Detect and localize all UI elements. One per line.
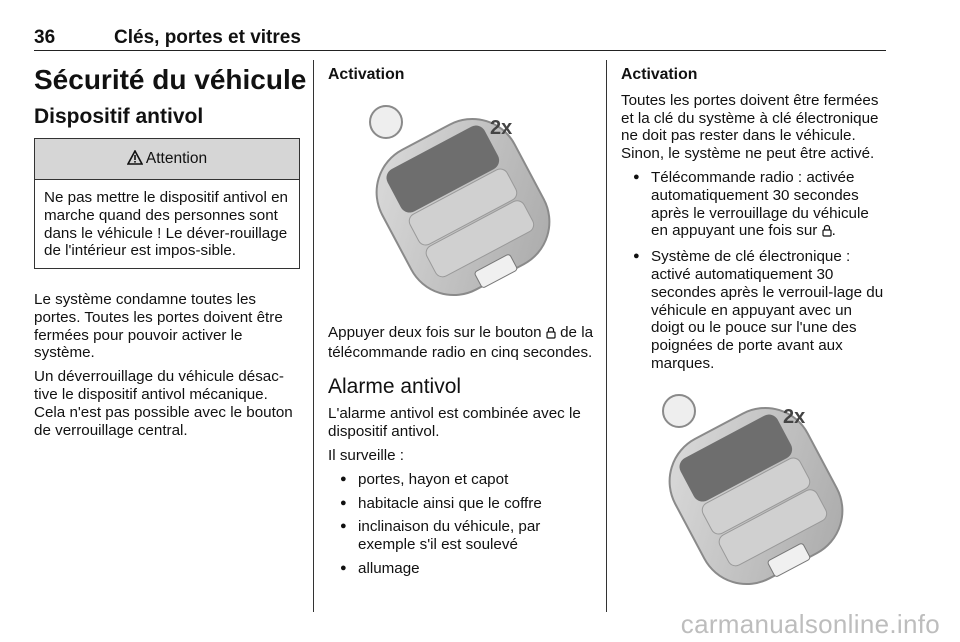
radio-remote-before: Télécommande radio : activée automatiquement 30 secondes après le verrouillage du véhicule en appuyant une fois sur	[651, 168, 869, 240]
list-item	[621, 169, 887, 242]
press-count-badge: 2x	[783, 405, 806, 428]
column-2	[328, 66, 594, 584]
activation-heading: Activation	[328, 66, 405, 83]
lock-icon	[822, 224, 832, 242]
caption-after: de la télécommande radio en cinq secondes.	[328, 323, 594, 361]
key-fob-illustration	[328, 92, 592, 304]
activation-list	[621, 169, 887, 373]
column-divider-2	[606, 60, 607, 612]
key-fob-illustration-2	[621, 381, 885, 593]
activation-heading-2: Activation	[621, 66, 698, 83]
caption-before: Appuyer deux fois sur le bouton	[328, 323, 542, 341]
paragraph-unlocking: Un déverrouillage du véhicule désac-tive le dispositif antivol mécanique. Cela n'est pas possible avec le bouton de verrouillage central.	[34, 368, 293, 439]
attention-text: Ne pas mettre le dispositif antivol en marche quand des personnes sont dans le véhicule ! Le déver-rouillage de l'intérieur est impos-sible.	[44, 189, 288, 260]
activation-caption	[328, 324, 594, 362]
column-1-text	[34, 291, 300, 445]
alarm-title: Alarme antivol	[328, 375, 462, 399]
monitors-list	[328, 471, 594, 578]
list-item: ● inclinaison du véhicule, par exemple s'il est soulevé	[328, 518, 594, 554]
paragraph-locking: Le système condamne toutes les portes. Toutes les portes doivent être fermées pour pouvoir activer le système.	[34, 291, 283, 362]
column-3	[621, 66, 887, 593]
activation-intro: Toutes les portes doivent être fermées et la clé du système à clé électronique ne doit pas rester dans le véhicule. Sinon, le système ne peut être activé.	[621, 91, 879, 163]
chapter-title: Clés, portes et vitres	[114, 27, 301, 48]
attention-label: Attention	[145, 150, 208, 167]
watermark: carmanualsonline.info	[680, 609, 940, 639]
page-header	[34, 27, 301, 49]
list-item: ● allumage	[328, 560, 594, 578]
warning-triangle-icon	[127, 141, 143, 181]
attention-header	[35, 139, 299, 180]
lock-icon	[546, 326, 556, 344]
list-item: ● portes, hayon et capot	[328, 471, 594, 489]
press-count-badge: 2x	[490, 116, 513, 139]
header-rule	[34, 50, 886, 51]
alarm-text: L'alarme antivol est combinée avec le dispositif antivol.	[328, 405, 581, 441]
monitors-intro: Il surveille :	[328, 446, 404, 464]
radio-remote-after: .	[831, 222, 836, 240]
attention-box	[34, 138, 300, 269]
column-divider-1	[313, 60, 314, 612]
list-item: ● Système de clé électronique : activé automatiquement 30 secondes après le verrouil-lage du véhicule en appuyant avec un doigt ou le pouce sur l'une des poignées de porte avant aux marques.	[621, 248, 887, 373]
section-title: Sécurité du véhicule	[34, 64, 307, 95]
page-number: 36	[34, 27, 56, 48]
list-item: ● habitacle ainsi que le coffre	[328, 495, 594, 513]
subsection-title: Dispositif antivol	[34, 105, 204, 128]
